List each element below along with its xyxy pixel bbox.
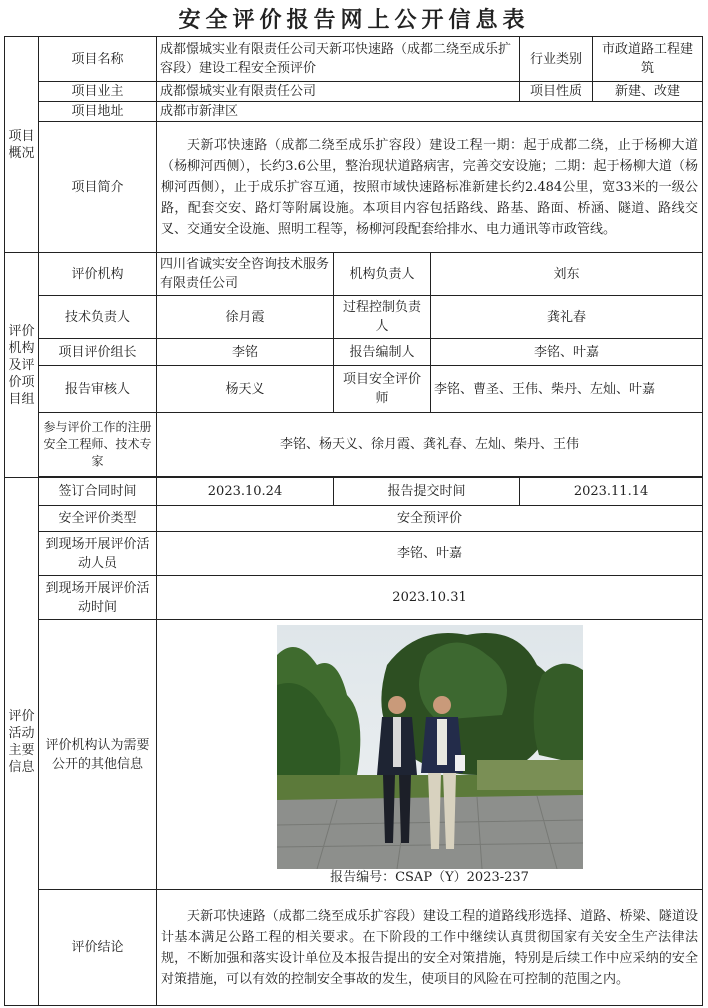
type-value: 安全预评价 [157, 506, 703, 532]
section-project-overview: 项目概况 [5, 37, 39, 253]
type-label: 安全评价类型 [39, 506, 157, 532]
time-label: 到现场开展评价活动时间 [39, 576, 157, 620]
project-name-label: 项目名称 [39, 37, 157, 82]
process-label: 过程控制负责人 [334, 296, 431, 339]
nature-label: 项目性质 [520, 82, 593, 102]
process-value: 龚礼春 [431, 296, 703, 339]
assessor-value: 李铭、曹圣、王伟、柴丹、左灿、叶嘉 [431, 366, 703, 413]
org-head-value: 刘东 [431, 253, 703, 296]
submit-value: 2023.11.14 [520, 478, 703, 506]
owner-value: 成都憬城实业有限责任公司 [157, 82, 520, 102]
writer-label: 报告编制人 [334, 339, 431, 366]
page-title: 安全评价报告网上公开信息表 [178, 7, 530, 33]
writer-value: 李铭、叶嘉 [431, 339, 703, 366]
report-number: 报告编号：CSAP（Y）2023-237 [330, 869, 529, 885]
project-name-value: 成都憬城实业有限责任公司天新邛快速路（成都二绕至成乐扩容段）建设工程安全预评价 [157, 37, 520, 82]
experts-label: 参与评价工作的注册安全工程师、技术专家 [39, 413, 157, 477]
staff-label: 到现场开展评价活动人员 [39, 532, 157, 576]
leader-value: 李铭 [157, 339, 334, 366]
leader-label: 项目评价组长 [39, 339, 157, 366]
org-label: 评价机构 [39, 253, 157, 296]
section-activities: 评价活动主要信息 [5, 478, 39, 1006]
nature-value: 新建、改建 [593, 82, 703, 102]
contract-value: 2023.10.24 [157, 478, 334, 506]
intro-label: 项目简介 [39, 122, 157, 253]
org-head-label: 机构负责人 [334, 253, 431, 296]
location-value: 成都市新津区 [157, 102, 703, 122]
staff-value: 李铭、叶嘉 [157, 532, 703, 576]
info-table [4, 36, 703, 1006]
site-visit-photo [277, 625, 583, 869]
submit-label: 报告提交时间 [334, 478, 520, 506]
location-label: 项目地址 [39, 102, 157, 122]
section-evaluation-org: 评价机构及评价项目组 [5, 253, 39, 478]
industry-label: 行业类别 [520, 37, 593, 82]
conclusion-value: 天新邛快速路（成都二绕至成乐扩容段）建设工程的道路线形选择、道路、桥梁、隧道设计基本满足公路工程的相关要求。在下阶段的工作中继续认真贯彻国家有关安全生产法律法规，不断加强和落实设计单位及本报告提出的安全对策措施，特别是后续工作中应采纳的安全对策措施，可以有效的控制安全事故的发生，使项目的风险在可控制的范围之内。 [157, 890, 703, 1006]
tech-head-label: 技术负责人 [39, 296, 157, 339]
reviewer-value: 杨天义 [157, 366, 334, 413]
other-info-cell [157, 620, 703, 890]
conclusion-label: 评价结论 [39, 890, 157, 1006]
org-value: 四川省诚实安全咨询技术服务有限责任公司 [157, 253, 334, 296]
tech-head-value: 徐月霞 [157, 296, 334, 339]
time-value: 2023.10.31 [157, 576, 703, 620]
assessor-label: 项目安全评价师 [334, 366, 431, 413]
reviewer-label: 报告审核人 [39, 366, 157, 413]
owner-label: 项目业主 [39, 82, 157, 102]
experts-value: 李铭、杨天义、徐月霞、龚礼春、左灿、柴丹、王伟 [157, 413, 703, 477]
other-info-label: 评价机构认为需要公开的其他信息 [39, 620, 157, 890]
intro-value: 天新邛快速路（成都二绕至成乐扩容段）建设工程一期：起于成都二绕，止于杨柳大道（杨柳河西侧），长约3.6公里，整治现状道路病害，完善交安设施；二期：起于杨柳大道（杨柳河西侧），止于成乐扩容互通，按照市域快速路标准新建长约2.484公里，宽33米的一级公路，配套交安、路灯等附属设施。本项目内容包括路线、路基、路面、桥涵、隧道、路线交叉、交通安全设施、照明工程等，杨柳河段配套给排水、电力通讯等市政管线。 [157, 122, 703, 253]
contract-label: 签订合同时间 [39, 478, 157, 506]
industry-value: 市政道路工程建筑 [593, 37, 703, 82]
